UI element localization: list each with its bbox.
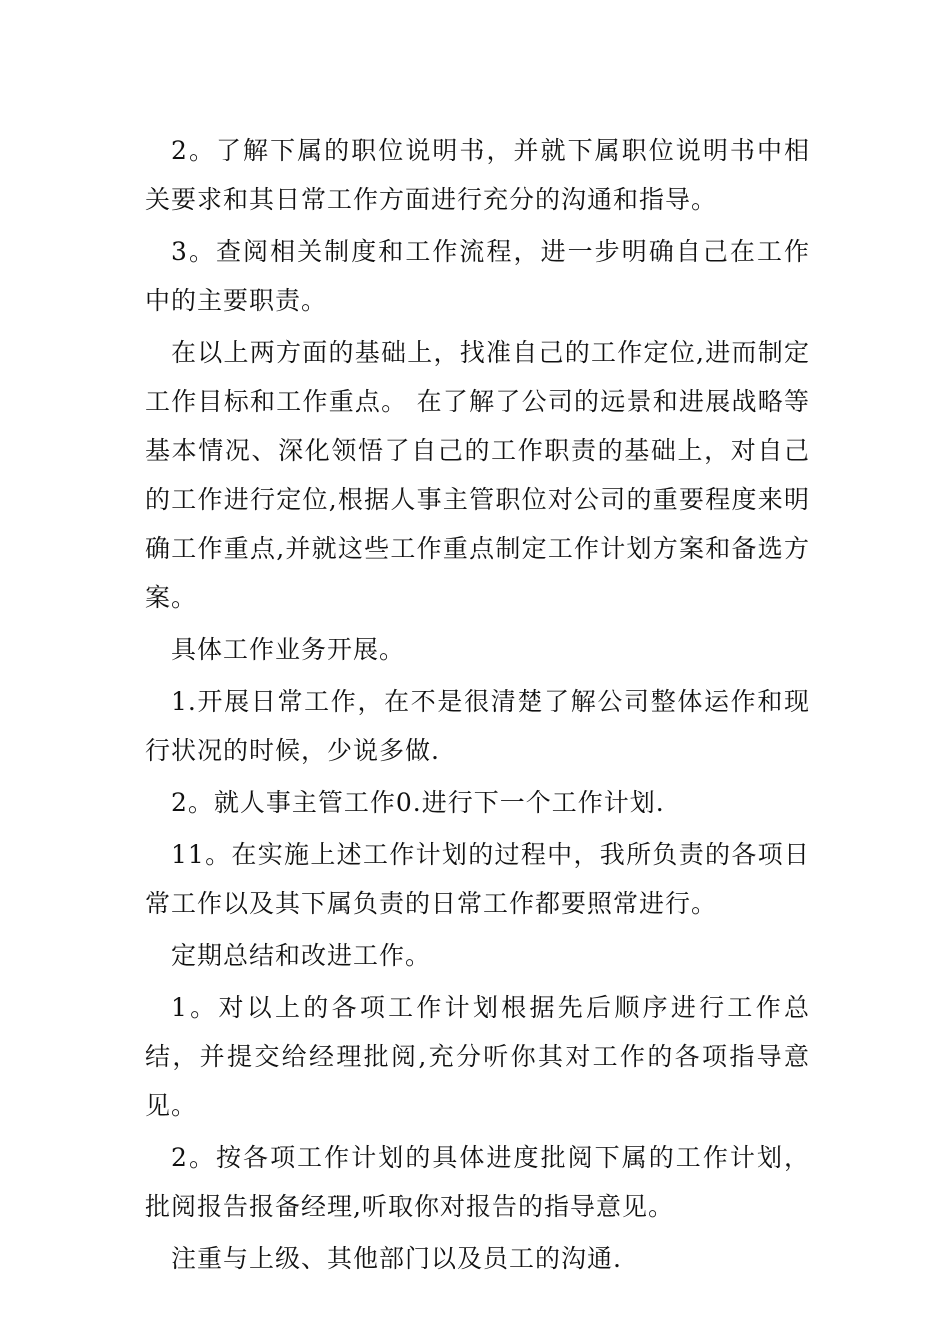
paragraph-routine-work: 11。在实施上述工作计划的过程中，我所负责的各项日常工作以及其下属负责的日常工作都要照常进行。 — [145, 840, 810, 918]
paragraph-subordinate-job-description: 2。了解下属的职位说明书，并就下属职位说明书中相关要求和其日常工作方面进行充分的沟通和指导。 — [145, 136, 810, 214]
paragraph-review-procedures: 3。查阅相关制度和工作流程，进一步明确自己在工作中的主要职责。 — [145, 237, 810, 315]
paragraph-work-positioning: 在以上两方面的基础上，找准自己的工作定位,进而制定工作目标和工作重点。 在了解了公司的远景和进展战略等基本情况、深化领悟了自己的工作职责的基础上，对自己的工作进行定位,根据人事主管职位对公司的重要程度来明确工作重点,并就这些工作重点制定工作计划方案和备选方案。 — [145, 338, 810, 612]
document-body — [145, 126, 810, 1286]
paragraph-communication: 注重与上级、其他部门以及员工的沟通. — [171, 1244, 622, 1273]
paragraph-review-subordinate-plans: 2。按各项工作计划的具体进度批阅下属的工作计划，批阅报告报备经理,听取你对报告的指导意见。 — [145, 1143, 810, 1221]
paragraph-daily-work: 1.开展日常工作，在不是很清楚了解公司整体运作和现行状况的时候，少说多做. — [145, 687, 810, 765]
paragraph-section-business-development: 具体工作业务开展。 — [171, 635, 406, 664]
paragraph-next-work-plan: 2。就人事主管工作0.进行下一个工作计划. — [171, 788, 665, 817]
paragraph-work-summary: 1。对以上的各项工作计划根据先后顺序进行工作总结，并提交给经理批阅,充分听你其对工作的各项指导意见。 — [145, 993, 810, 1120]
paragraph-section-periodic-summary: 定期总结和改进工作。 — [171, 941, 432, 970]
